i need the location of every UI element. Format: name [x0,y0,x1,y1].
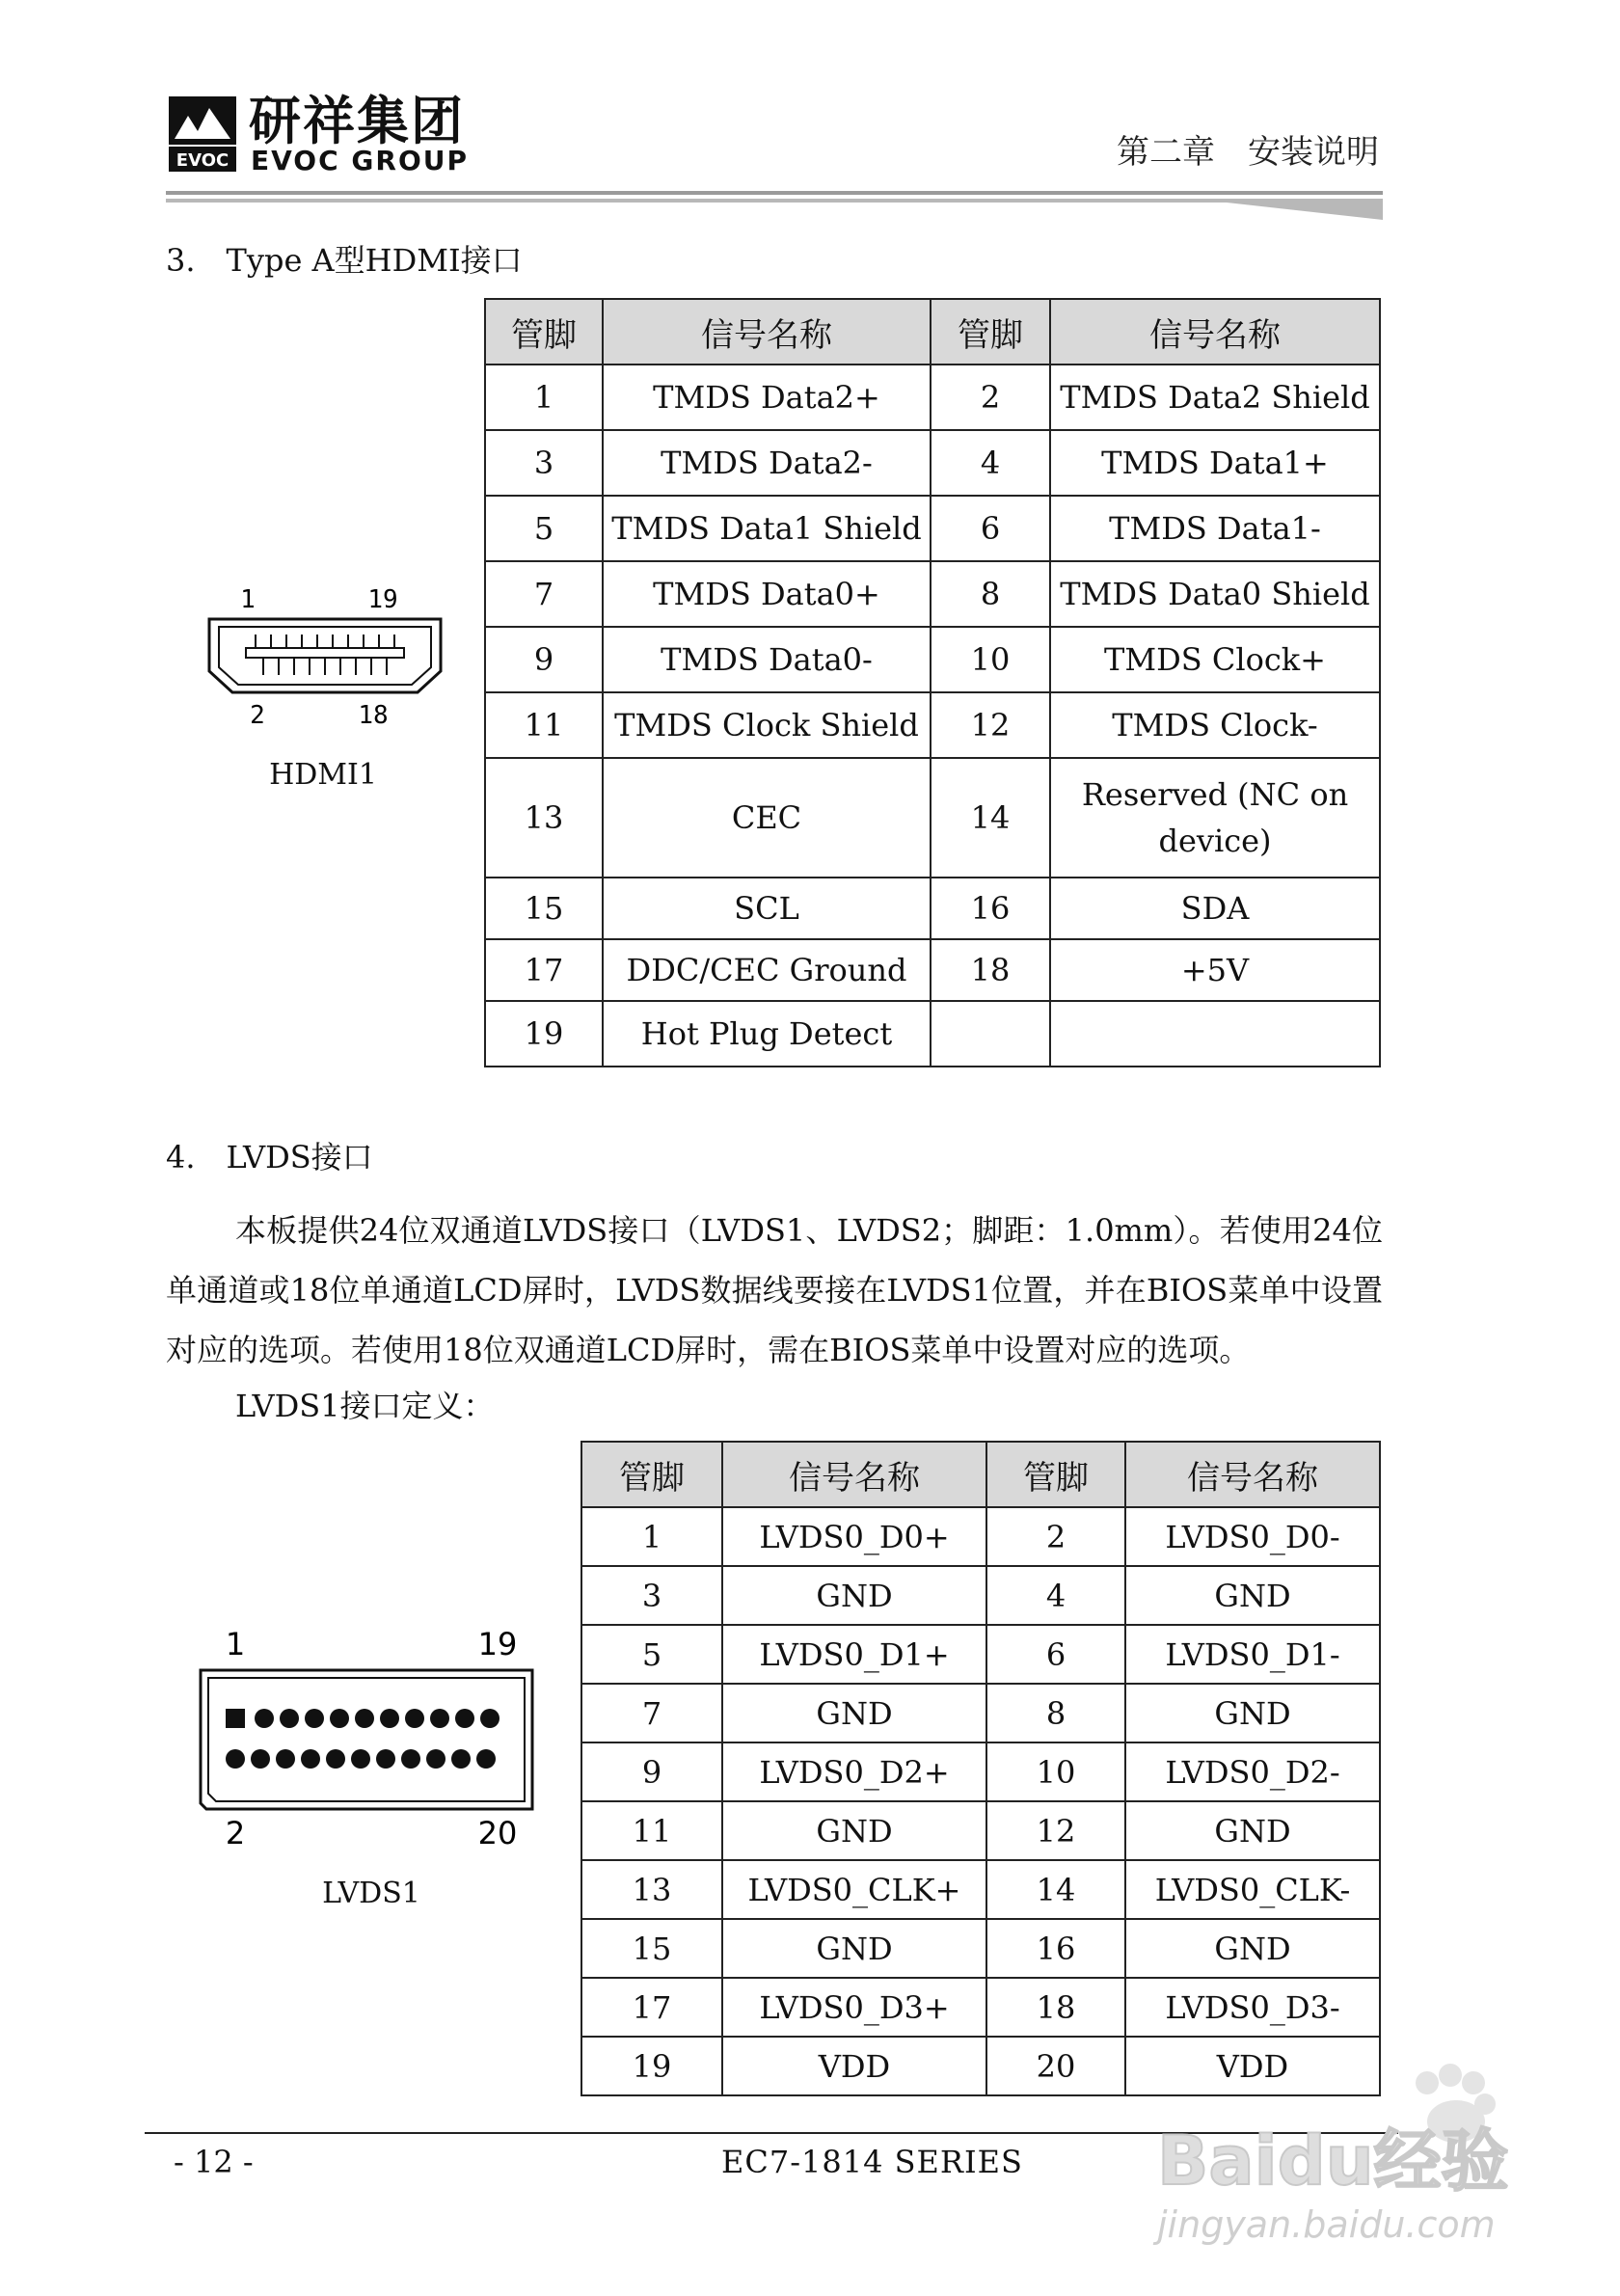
table-header-row [581,1442,1380,1507]
table-row [485,878,1380,939]
header-signal: 信号名称 [1050,299,1380,365]
pin-cell: 15 [581,1919,722,1978]
lvds-connector-figure [193,1620,540,1851]
table-row [581,1625,1380,1684]
pin-cell: 12 [931,692,1050,758]
pin-cell: 8 [931,561,1050,627]
pin-cell: 6 [986,1625,1125,1684]
signal-cell: TMDS Data2+ [603,365,931,430]
table-row [485,1001,1380,1067]
pin-cell: 4 [986,1566,1125,1625]
header-signal: 信号名称 [603,299,931,365]
signal-cell: TMDS Data1 Shield [603,496,931,561]
page-number: - 12 - [174,2144,254,2180]
evoc-logo-mark [169,96,236,172]
pin-cell: 11 [581,1801,722,1860]
signal-cell: SDA [1050,878,1380,939]
signal-cell: TMDS Data0 Shield [1050,561,1380,627]
signal-cell: LVDS0_D0- [1125,1507,1380,1566]
pin-cell: 10 [986,1742,1125,1801]
pin-cell: 9 [581,1742,722,1801]
lvds-heading: 4. LVDS接口 [166,1139,373,1175]
signal-cell: TMDS Clock+ [1050,627,1380,692]
table-header-row [485,299,1380,365]
signal-cell: Reserved (NC on device) [1050,758,1380,878]
pin-cell: 5 [485,496,603,561]
hdmi-heading: 3. Type A型HDMI接口 [166,242,523,279]
chapter-title: 第二章 安装说明 [1117,133,1379,172]
table-row [485,430,1380,496]
signal-cell: TMDS Data0- [603,627,931,692]
pin-cell: 8 [986,1684,1125,1742]
pin-cell: 13 [581,1860,722,1919]
signal-cell [1050,1001,1380,1067]
signal-cell: LVDS0_D3+ [722,1978,986,2037]
signal-cell: Hot Plug Detect [603,1001,931,1067]
pin-cell: 4 [931,430,1050,496]
header-pin: 管脚 [986,1442,1125,1507]
header-pin: 管脚 [485,299,603,365]
pin-cell: 18 [931,939,1050,1001]
table-row [581,1566,1380,1625]
header-signal: 信号名称 [1125,1442,1380,1507]
table-row [581,1684,1380,1742]
signal-cell: LVDS0_D3- [1125,1978,1380,2037]
pin-cell: 18 [986,1978,1125,2037]
header-pin: 管脚 [931,299,1050,365]
signal-cell: LVDS0_D2+ [722,1742,986,1801]
table-row [581,1801,1380,1860]
signal-cell: GND [722,1684,986,1742]
table-row [485,758,1380,878]
lvds-pin-top-right: 19 [477,1626,518,1662]
table-row [485,365,1380,430]
hdmi-figure-label: HDMI1 [269,758,377,792]
signal-cell: LVDS0_D1+ [722,1625,986,1684]
pin-cell: 12 [986,1801,1125,1860]
pin-cell: 16 [986,1919,1125,1978]
pin-cell: 3 [485,430,603,496]
signal-cell: TMDS Data1- [1050,496,1380,561]
lvds-pin-top-left: 1 [225,1626,246,1662]
pin-cell: 19 [581,2037,722,2095]
table-row [485,692,1380,758]
signal-cell: LVDS0_CLK- [1125,1860,1380,1919]
signal-cell: DDC/CEC Ground [603,939,931,1001]
pin-cell: 2 [986,1507,1125,1566]
pin-cell: 15 [485,878,603,939]
pin-cell: 6 [931,496,1050,561]
table-row [581,1507,1380,1566]
header-signal: 信号名称 [722,1442,986,1507]
pin-cell: 7 [581,1684,722,1742]
signal-cell: +5V [1050,939,1380,1001]
signal-cell: LVDS0_D1- [1125,1625,1380,1684]
table-row [485,561,1380,627]
svg-text:Baidu经验: Baidu经验 [1157,2121,1509,2199]
table-row [581,1742,1380,1801]
table-row [485,939,1380,1001]
pin-cell: 11 [485,692,603,758]
hdmi-pin-top-left: 1 [240,585,256,614]
pin-cell: 7 [485,561,603,627]
lvds-description [166,1201,1383,1380]
signal-cell: GND [1125,1801,1380,1860]
signal-cell: GND [722,1919,986,1978]
signal-cell: TMDS Data2 Shield [1050,365,1380,430]
pin-cell: 9 [485,627,603,692]
pin-cell: 3 [581,1566,722,1625]
signal-cell: TMDS Clock- [1050,692,1380,758]
signal-cell: LVDS0_D2- [1125,1742,1380,1801]
hdmi-pin-top-right: 19 [367,585,398,614]
table-row [581,1978,1380,2037]
pin-cell: 14 [931,758,1050,878]
signal-cell: GND [1125,1566,1380,1625]
signal-cell: LVDS0_D0+ [722,1507,986,1566]
watermark-url: jingyan.baidu.com [1157,2203,1496,2246]
hdmi-connector-figure [198,579,458,733]
signal-cell: GND [722,1566,986,1625]
hdmi-pin-table [484,298,1381,1067]
signal-cell: TMDS Data0+ [603,561,931,627]
pin-cell [931,1001,1050,1067]
table-row [581,1919,1380,1978]
header-pin: 管脚 [581,1442,722,1507]
lvds1-subheading: LVDS1接口定义： [235,1388,495,1424]
signal-cell: TMDS Data1+ [1050,430,1380,496]
pin-cell: 16 [931,878,1050,939]
pin-cell: 13 [485,758,603,878]
lvds1-pin-table [580,1441,1381,2096]
signal-cell: SCL [603,878,931,939]
signal-cell: TMDS Clock Shield [603,692,931,758]
signal-cell: GND [1125,1919,1380,1978]
hdmi-pin-bottom-left: 2 [250,701,265,730]
company-name-en: EVOC GROUP [251,145,470,176]
lvds-pin-bottom-right: 20 [477,1815,518,1851]
lvds-figure-label: LVDS1 [322,1877,420,1910]
pin-cell: 19 [485,1001,603,1067]
signal-cell: VDD [1125,2037,1380,2095]
lvds-pin-bottom-left: 2 [225,1815,246,1851]
hdmi-pin-bottom-right: 18 [358,701,389,730]
pin-cell: 1 [485,365,603,430]
pin-cell: 17 [581,1978,722,2037]
table-row [581,1860,1380,1919]
company-name-cn: 研祥集团 [249,91,465,151]
signal-cell: LVDS0_CLK+ [722,1860,986,1919]
pin-cell: 14 [986,1860,1125,1919]
table-row [485,627,1380,692]
pin-cell: 17 [485,939,603,1001]
pin-cell: 1 [581,1507,722,1566]
signal-cell: GND [1125,1684,1380,1742]
pin-cell: 10 [931,627,1050,692]
signal-cell: GND [722,1801,986,1860]
series-name: EC7-1814 SERIES [721,2144,1023,2180]
svg-text:EVOC: EVOC [176,150,230,171]
table-row [485,496,1380,561]
signal-cell: TMDS Data2- [603,430,931,496]
header-rule [166,191,1383,222]
pin-cell: 5 [581,1625,722,1684]
signal-cell: VDD [722,2037,986,2095]
pin-cell: 20 [986,2037,1125,2095]
lvds-paragraph: 本板提供24位双通道LVDS接口（LVDS1、LVDS2；脚距：1.0mm）。若使用24位单通道或18位单通道LCD屏时，LVDS数据线要接在LVDS1位置，并在BIOS菜单中设置对应的选项。若使用18位双通道LCD屏时，需在BIOS菜单中设置对应的选项。 [166,1212,1383,1368]
signal-cell: CEC [603,758,931,878]
pin-cell: 2 [931,365,1050,430]
